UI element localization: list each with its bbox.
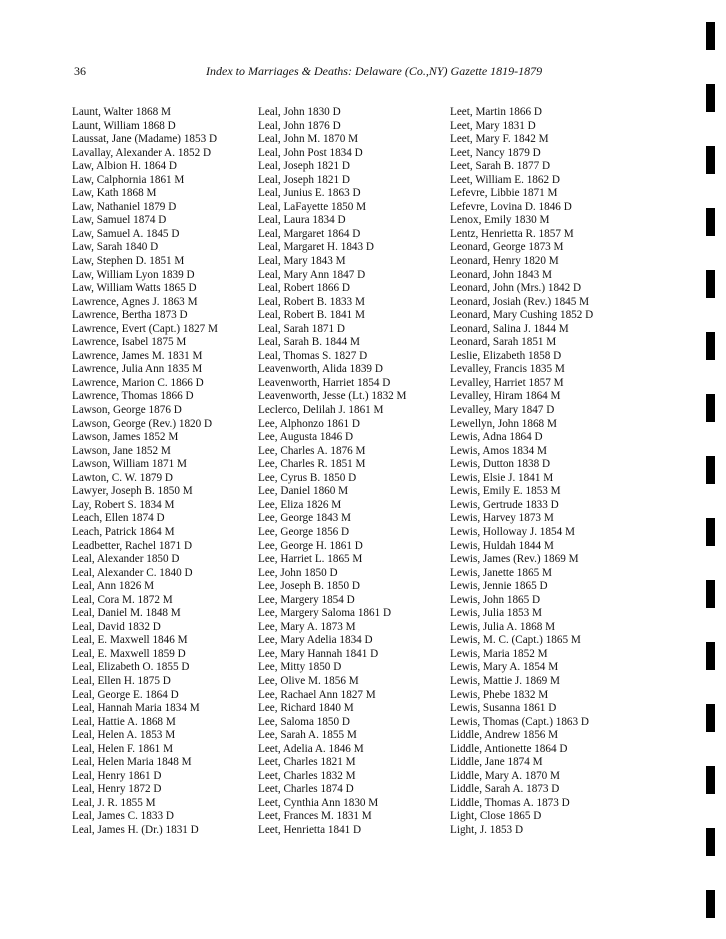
index-entry: Lewis, Emily E. 1853 M	[450, 485, 561, 498]
binding-mark	[706, 270, 715, 298]
index-entry: Lawrence, James M. 1831 M	[72, 349, 203, 362]
binding-mark	[706, 580, 715, 608]
binding-mark	[706, 394, 715, 422]
index-entry: Leal, Henry 1861 D	[72, 769, 162, 782]
index-entry: Liddle, Mary A. 1870 M	[450, 769, 561, 782]
index-entry: Lewis, Mary A. 1854 M	[450, 661, 559, 674]
index-entry: Leadbetter, Rachel 1871 D	[72, 539, 193, 552]
index-entry: Lawrence, Isabel 1875 M	[72, 336, 187, 349]
index-entry: Lawrence, Thomas 1866 D	[72, 390, 194, 403]
index-entry: Leavenworth, Harriet 1854 D	[258, 376, 391, 389]
index-entry: Lee, Sarah A. 1855 M	[258, 729, 357, 742]
index-entry: Lee, Joseph B. 1850 D	[258, 580, 360, 593]
index-entry: Lewis, Mattie J. 1869 M	[450, 674, 561, 687]
index-entry: Law, Albion H. 1864 D	[72, 160, 177, 173]
index-entry: Levalley, Hiram 1864 M	[450, 390, 561, 403]
index-entry: Leavenworth, Alida 1839 D	[258, 363, 383, 376]
index-entry: Leal, Margaret 1864 D	[258, 227, 361, 240]
index-entry: Leal, Laura 1834 D	[258, 214, 346, 227]
index-entry: Lewis, Jennie 1865 D	[450, 580, 548, 593]
binding-mark	[706, 828, 715, 856]
index-entry: Launt, William 1868 D	[72, 119, 176, 132]
index-entry: Lewis, Janette 1865 M	[450, 566, 552, 579]
index-entry: Lewis, Holloway J. 1854 M	[450, 525, 575, 538]
index-entry: Lee, Margery 1854 D	[258, 593, 355, 606]
index-entry: Leal, Mary 1843 M	[258, 255, 346, 268]
index-entry: Lewis, John 1865 D	[450, 593, 541, 606]
index-entry: Leal, Henry 1872 D	[72, 783, 162, 796]
index-entry: Leal, Joseph 1821 D	[258, 173, 350, 186]
index-entry: Law, Kath 1868 M	[72, 187, 157, 200]
index-entry: Law, Sarah 1840 D	[72, 241, 159, 254]
index-entry: Leet, Frances M. 1831 M	[258, 810, 372, 823]
binding-mark	[706, 208, 715, 236]
index-entry: Lewis, Harvey 1873 M	[450, 512, 554, 525]
index-entry: Law, Calphornia 1861 M	[72, 173, 185, 186]
index-entry: Lee, Mary Adelia 1834 D	[258, 634, 373, 647]
binding-mark	[706, 766, 715, 794]
index-entry: Leal, George E. 1864 D	[72, 688, 179, 701]
index-entry: Lewis, Thomas (Capt.) 1863 D	[450, 715, 589, 728]
index-entry: Liddle, Sarah A. 1873 D	[450, 783, 560, 796]
index-entry: Leet, Nancy 1879 D	[450, 146, 541, 159]
index-entry: Lewis, Dutton 1838 D	[450, 458, 551, 471]
index-entry: Lee, Daniel 1860 M	[258, 485, 349, 498]
index-entry: Lee, Saloma 1850 D	[258, 715, 350, 728]
index-entry: Lawson, Jane 1852 M	[72, 444, 171, 457]
index-entry: Lawyer, Joseph B. 1850 M	[72, 485, 193, 498]
index-entry: Law, Stephen D. 1851 M	[72, 255, 185, 268]
index-entry: Liddle, Jane 1874 M	[450, 756, 543, 769]
index-entry: Levalley, Harriet 1857 M	[450, 376, 564, 389]
index-entry: Leal, Ellen H. 1875 D	[72, 674, 171, 687]
index-entry: Lewis, Gertrude 1833 D	[450, 498, 559, 511]
index-entry: Leal, Mary Ann 1847 D	[258, 268, 366, 281]
binding-mark	[706, 704, 715, 732]
index-entry: Lawrence, Agnes J. 1863 M	[72, 295, 198, 308]
index-entry: Law, William Watts 1865 D	[72, 282, 197, 295]
index-entry: Leal, James H. (Dr.) 1831 D	[72, 823, 199, 836]
index-entry: Leal, Hattie A. 1868 M	[72, 715, 176, 728]
index-entry: Lawson, William 1871 M	[72, 458, 187, 471]
index-entry: Leal, Helen F. 1861 M	[72, 742, 174, 755]
index-entry: Leslie, Elizabeth 1858 D	[450, 349, 562, 362]
binding-mark	[706, 518, 715, 546]
index-entry: Leach, Ellen 1874 D	[72, 512, 165, 525]
index-entry: Leet, Mary F. 1842 M	[450, 133, 549, 146]
index-entry: Law, William Lyon 1839 D	[72, 268, 195, 281]
index-entry: Leet, Charles 1832 M	[258, 769, 356, 782]
index-entry: Lee, Harriet L. 1865 M	[258, 553, 363, 566]
index-entry: Law, Nathaniel 1879 D	[72, 200, 177, 213]
index-entry: Lee, Charles A. 1876 M	[258, 444, 366, 457]
index-entry: Lawson, George (Rev.) 1820 D	[72, 417, 213, 430]
index-entry: Lee, John 1850 D	[258, 566, 338, 579]
binding-mark	[706, 642, 715, 670]
index-entry: Leet, Charles 1821 M	[258, 756, 356, 769]
index-entry: Leonard, John 1843 M	[450, 268, 552, 281]
index-entry: Leal, Sarah 1871 D	[258, 322, 345, 335]
index-entry: Lawrence, Evert (Capt.) 1827 M	[72, 322, 219, 335]
index-entry: Lewis, Elsie J. 1841 M	[450, 471, 554, 484]
page-header-title: Index to Marriages & Deaths: Delaware (Co.,NY) Gazette 1819-1879	[206, 64, 543, 78]
index-entry: Leal, LaFayette 1850 M	[258, 200, 367, 213]
index-entry: Lewis, Julia A. 1868 M	[450, 620, 556, 633]
index-entry: Leal, James C. 1833 D	[72, 810, 174, 823]
index-entry: Lewis, Huldah 1844 M	[450, 539, 554, 552]
index-entry: Lee, Augusta 1846 D	[258, 431, 354, 444]
index-entry: Liddle, Thomas A. 1873 D	[450, 796, 570, 809]
index-entry: Leal, J. R. 1855 M	[72, 796, 156, 809]
index-entry: Leal, John 1876 D	[258, 119, 341, 132]
binding-mark	[706, 456, 715, 484]
index-entry: Lentz, Henrietta R. 1857 M	[450, 227, 574, 240]
index-entry: Lee, Mary Hannah 1841 D	[258, 647, 379, 660]
index-entry: Lee, Margery Saloma 1861 D	[258, 607, 392, 620]
index-entry: Leonard, John (Mrs.) 1842 D	[450, 282, 582, 295]
index-entry: Lee, Rachael Ann 1827 M	[258, 688, 376, 701]
index-entry: Lee, Mary A. 1873 M	[258, 620, 356, 633]
binding-mark	[706, 332, 715, 360]
index-entry: Leal, Daniel M. 1848 M	[72, 607, 181, 620]
index-entry: Law, Samuel 1874 D	[72, 214, 167, 227]
index-entry: Leet, Henrietta 1841 D	[258, 823, 362, 836]
index-entry: Leal, Thomas S. 1827 D	[258, 349, 368, 362]
index-entry: Lawton, C. W. 1879 D	[72, 471, 173, 484]
index-entry: Leonard, Henry 1820 M	[450, 255, 559, 268]
index-entry: Launt, Walter 1868 M	[72, 106, 171, 118]
index-entry: Law, Samuel A. 1845 D	[72, 227, 180, 240]
binding-mark	[706, 146, 715, 174]
index-entry: Leonard, Sarah 1851 M	[450, 336, 557, 349]
index-entry: Liddle, Antionette 1864 D	[450, 742, 568, 755]
index-entry: Lee, Charles R. 1851 M	[258, 458, 366, 471]
index-entry: Leal, Alexander C. 1840 D	[72, 566, 193, 579]
index-entry: Lewis, Maria 1852 M	[450, 647, 548, 660]
page-number: 36	[74, 64, 86, 78]
index-entry: Leet, Martin 1866 D	[450, 106, 542, 118]
index-entry: Laussat, Jane (Madame) 1853 D	[72, 133, 218, 146]
index-entry: Lewis, Adna 1864 D	[450, 431, 543, 444]
index-entry: Lee, Eliza 1826 M	[258, 498, 342, 511]
index-entry: Lee, George 1856 D	[258, 525, 350, 538]
index-column-3	[450, 106, 593, 838]
index-entry: Leal, Elizabeth O. 1855 D	[72, 661, 190, 674]
binding-mark	[706, 84, 715, 112]
index-entry: Lefevre, Libbie 1871 M	[450, 187, 558, 200]
index-column-2	[258, 106, 407, 838]
index-entry: Liddle, Andrew 1856 M	[450, 729, 559, 742]
index-entry: Leal, Robert B. 1841 M	[258, 309, 365, 322]
index-entry: Light, Close 1865 D	[450, 810, 542, 823]
index-entry: Lewellyn, John 1868 M	[450, 417, 557, 430]
index-entry: Leach, Patrick 1864 M	[72, 525, 175, 538]
index-entry: Lefevre, Lovina D. 1846 D	[450, 200, 572, 213]
index-entry: Light, J. 1853 D	[450, 823, 524, 836]
index-entry: Lewis, James (Rev.) 1869 M	[450, 553, 579, 566]
index-entry: Lee, George 1843 M	[258, 512, 351, 525]
index-entry: Lawrence, Julia Ann 1835 M	[72, 363, 203, 376]
index-entry: Leal, Hannah Maria 1834 M	[72, 702, 200, 715]
index-entry: Lee, Cyrus B. 1850 D	[258, 471, 357, 484]
index-entry: Leal, Sarah B. 1844 M	[258, 336, 360, 349]
index-entry: Leal, Ann 1826 M	[72, 580, 155, 593]
index-entry: Leonard, George 1873 M	[450, 241, 564, 254]
index-entry: Lee, Alphonzo 1861 D	[258, 417, 360, 430]
index-entry: Lewis, Julia 1853 M	[450, 607, 542, 620]
binding-mark	[706, 890, 715, 918]
index-entry: Leet, Charles 1874 D	[258, 783, 354, 796]
index-entry: Leonard, Josiah (Rev.) 1845 M	[450, 295, 590, 308]
index-entry: Levalley, Francis 1835 M	[450, 363, 565, 376]
index-entry: Leal, E. Maxwell 1859 D	[72, 647, 186, 660]
index-column-1	[72, 106, 218, 838]
index-entry: Leal, Alexander 1850 D	[72, 553, 180, 566]
index-entry: Leet, Adelia A. 1846 M	[258, 742, 364, 755]
index-entry: Leet, Mary 1831 D	[450, 119, 536, 132]
index-entry: Leal, E. Maxwell 1846 M	[72, 634, 188, 647]
index-entry: Leal, Robert B. 1833 M	[258, 295, 365, 308]
index-entry: Lawson, George 1876 D	[72, 404, 182, 417]
index-entry: Leal, Cora M. 1872 M	[72, 593, 173, 606]
index-entry: Leal, Joseph 1821 D	[258, 160, 350, 173]
index-entry: Leal, David 1832 D	[72, 620, 161, 633]
index-entry: Levalley, Mary 1847 D	[450, 404, 555, 417]
index-entry: Leet, Sarah B. 1877 D	[450, 160, 551, 173]
index-entry: Leal, John Post 1834 D	[258, 146, 363, 159]
index-entry: Lewis, Amos 1834 M	[450, 444, 547, 457]
index-entry: Leet, William E. 1862 D	[450, 173, 560, 186]
index-entry: Leclerco, Delilah J. 1861 M	[258, 404, 384, 417]
index-entry: Leal, John M. 1870 M	[258, 133, 359, 146]
index-entry: Lavallay, Alexander A. 1852 D	[72, 146, 212, 159]
index-entry: Lee, Olive M. 1856 M	[258, 674, 359, 687]
index-entry: Lay, Robert S. 1834 M	[72, 498, 175, 511]
index-entry: Leal, Junius E. 1863 D	[258, 187, 361, 200]
index-entry: Leal, Robert 1866 D	[258, 282, 350, 295]
index-entry: Leet, Cynthia Ann 1830 M	[258, 796, 379, 809]
index-entry: Lawson, James 1852 M	[72, 431, 179, 444]
index-entry: Leonard, Salina J. 1844 M	[450, 322, 569, 335]
index-entry: Lee, Mitty 1850 D	[258, 661, 342, 674]
index-entry: Lee, Richard 1840 M	[258, 702, 354, 715]
index-entry: Leavenworth, Jesse (Lt.) 1832 M	[258, 390, 407, 403]
index-entry: Leal, Margaret H. 1843 D	[258, 241, 374, 254]
binding-mark	[706, 22, 715, 50]
index-entry: Lenox, Emily 1830 M	[450, 214, 550, 227]
index-entry: Lewis, Phebe 1832 M	[450, 688, 549, 701]
index-entry: Lewis, Susanna 1861 D	[450, 702, 557, 715]
index-entry: Lewis, M. C. (Capt.) 1865 M	[450, 634, 581, 647]
index-entry: Leal, John 1830 D	[258, 106, 341, 118]
index-entry: Lawrence, Bertha 1873 D	[72, 309, 188, 322]
index-entry: Lawrence, Marion C. 1866 D	[72, 376, 204, 389]
index-entry: Lee, George H. 1861 D	[258, 539, 363, 552]
index-entry: Leonard, Mary Cushing 1852 D	[450, 309, 594, 322]
index-entry: Leal, Helen Maria 1848 M	[72, 756, 192, 769]
index-entry: Leal, Helen A. 1853 M	[72, 729, 176, 742]
